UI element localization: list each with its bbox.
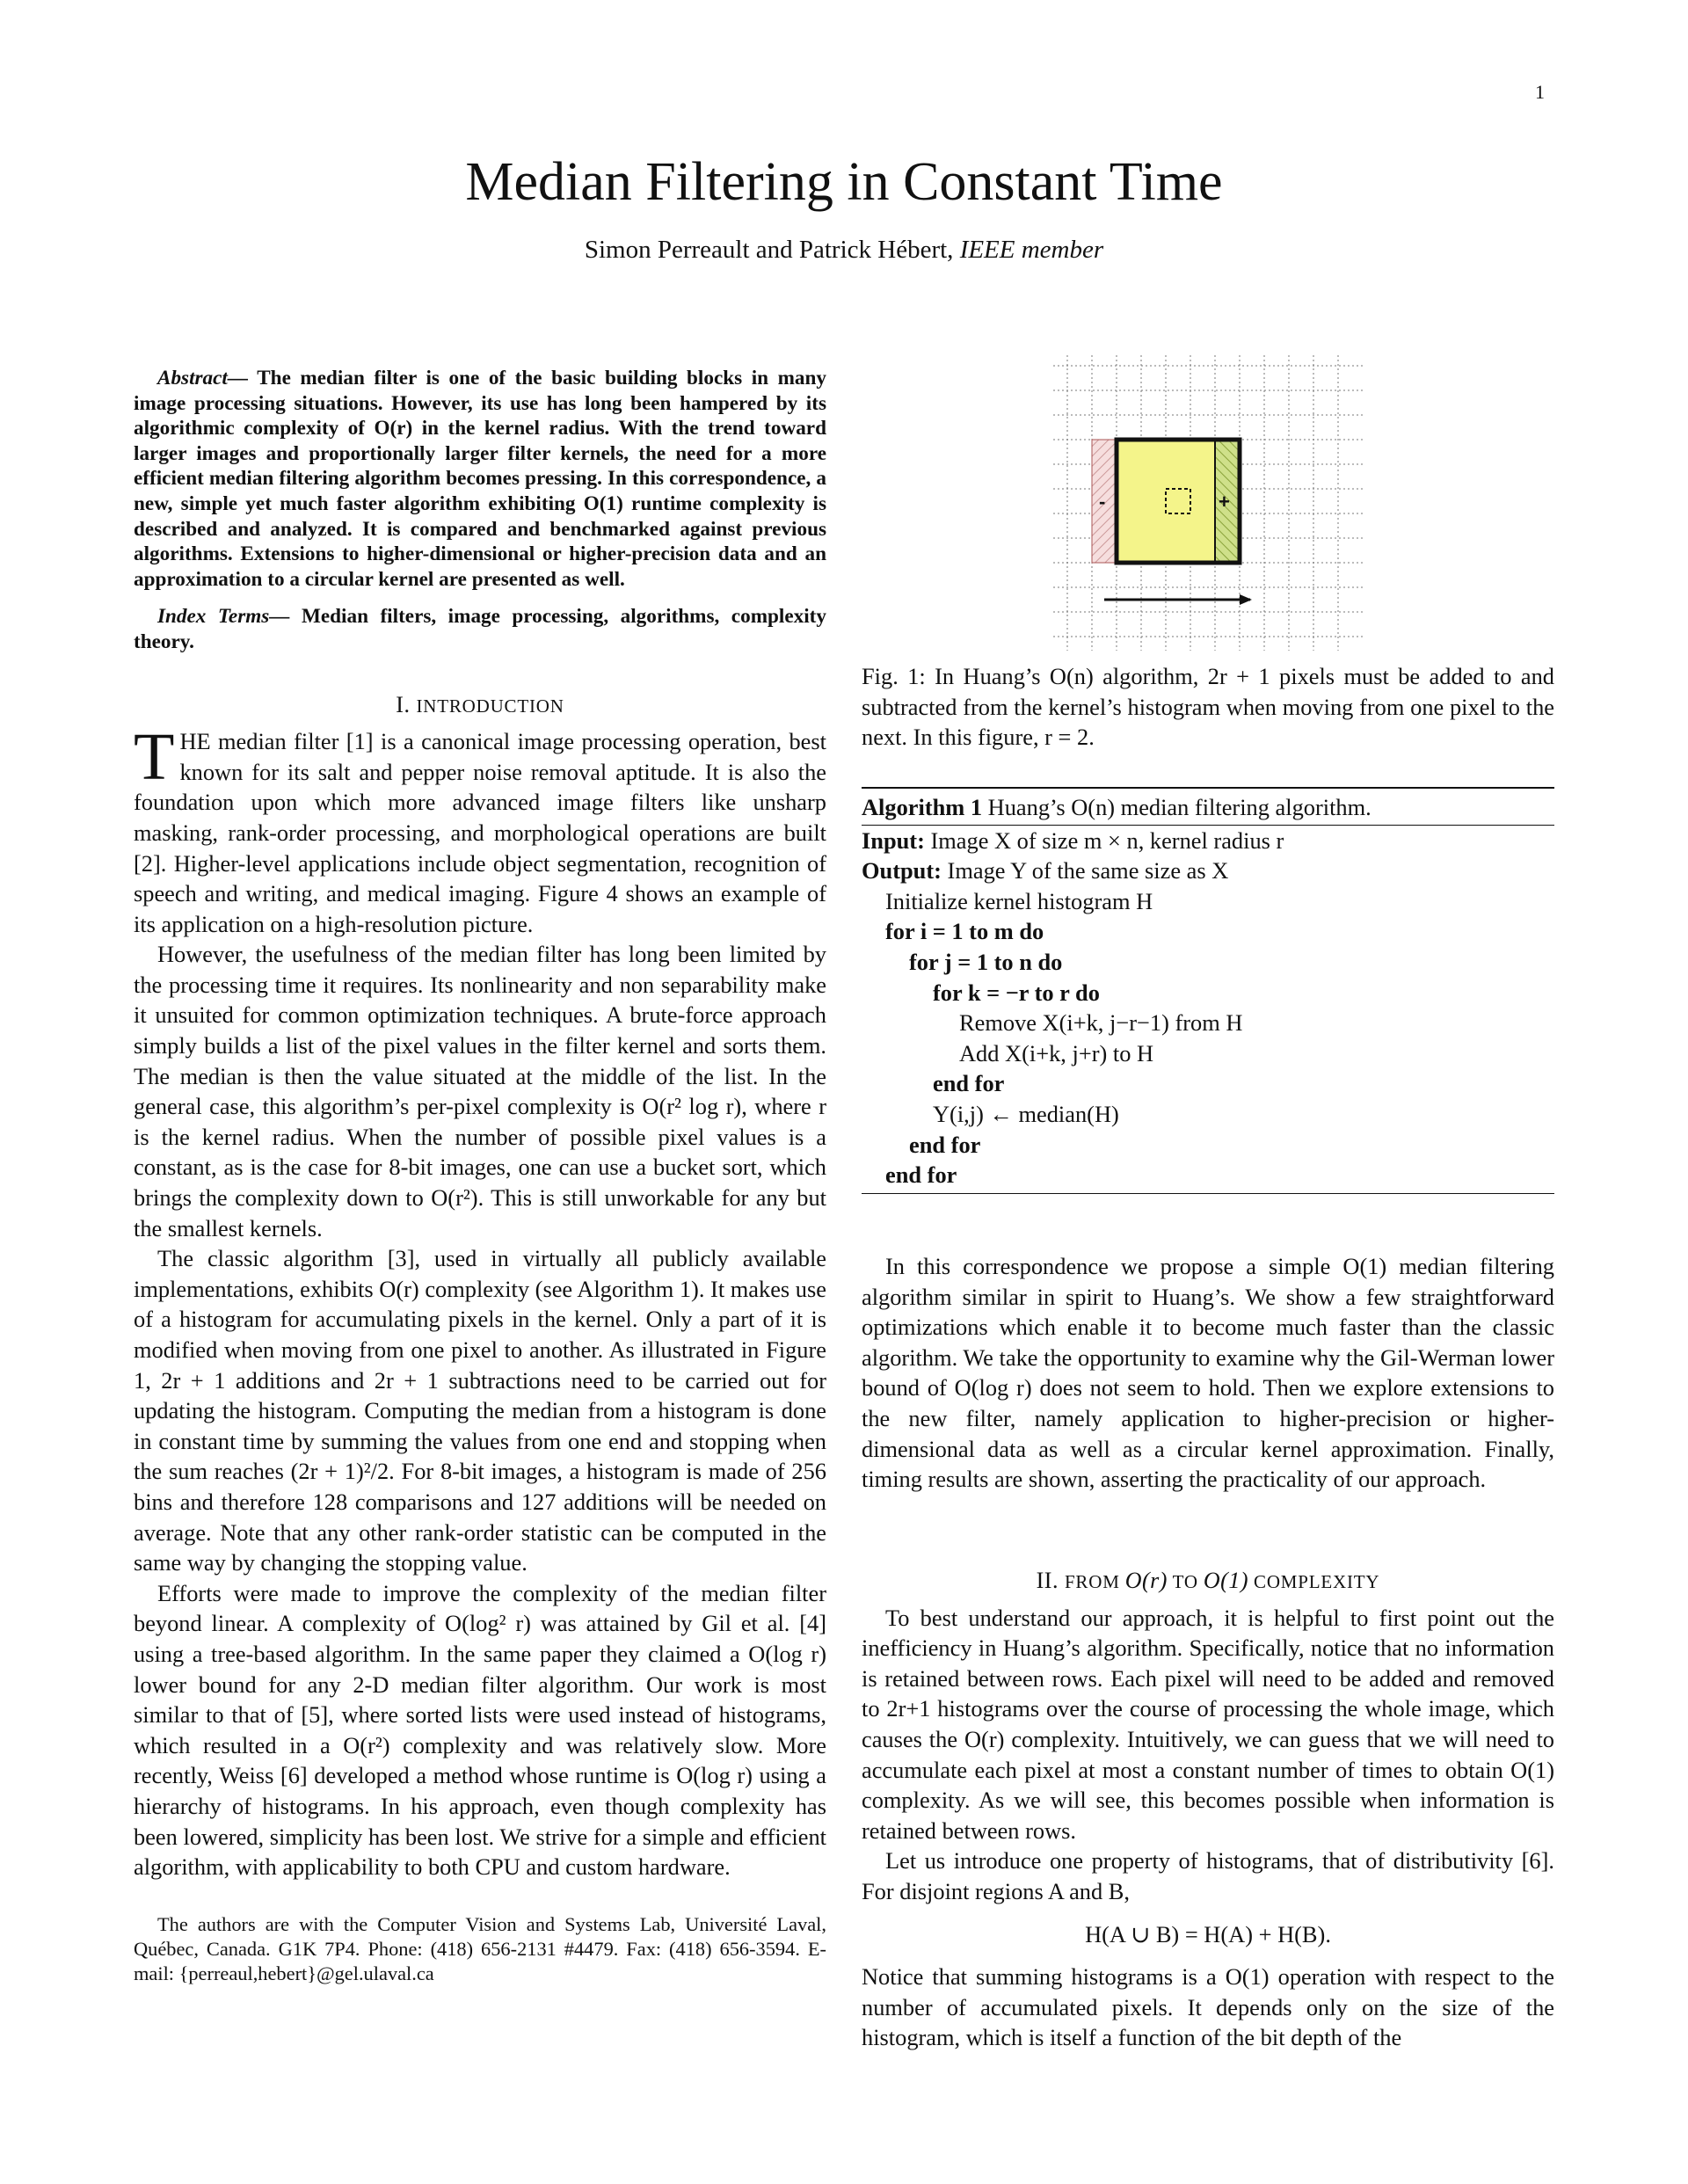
distributivity-equation: H(A ∪ B) = H(A) + H(B). (1085, 1920, 1331, 1947)
right-paragraph-1: In this correspondence we propose a simple O(1) median filtering algorithm similar in spirit to Huang’s. We show a few straightforward optimizations which enable it to become much faster than the classic algorithm. We take the opportunity to examine why the Gil-Werman lower bound of O(log r) does not seem to hold. Then we explore extensions to the new filter, namely application to higher-precision or higher-dimensional data as well as a circular kernel approximation. Finally, timing results are shown, asserting the practicality of our approach. (862, 1253, 1554, 1493)
output-label: Output: (862, 857, 942, 885)
section-2-paragraph-1: To best understand our approach, it is helpful to first point out the inefficiency in Huang’s algorithm. Specifically, notice that no information is retained between rows. Each pixel will need to be added and removed to 2r+1 histograms over the course of processing the whole image, which causes the O(r) complexity. Intuitively, we can guess that we will need to accumulate each pixel at most a constant number of times to obtain O(1) complexity. As we will see, this becomes possible when information is retained between rows. (862, 1604, 1554, 1844)
plus-sign: + (1219, 491, 1230, 513)
algorithm-title: Huang’s O(n) median filtering algorithm. (982, 794, 1372, 820)
intro-paragraph-2: However, the usefulness of the median filter has long been limited by the processing time it requires. Its nonlinearity and non separability make it unsuited for common optimization techniques. A brute-force approach simply builds a list of the pixel values in the filter kernel and sorts them. The median is then the value situated at the middle of the list. In the general case, this algorithm’s per-pixel complexity is O(r² log r), where r is the kernel radius. When the number of possible pixel values is a constant, as is the case for 8-bit images, one can use a bucket sort, which brings the complexity down to O(r²). This is still unworkable for any but the smallest kernels. (134, 941, 826, 1241)
minus-sign: - (1099, 491, 1106, 513)
algorithm-line: for j = 1 to n do (909, 948, 1063, 975)
algorithm-line: for i = 1 to m do (885, 918, 1044, 945)
section-title-mid: TO (1167, 1571, 1204, 1592)
left-column (134, 366, 826, 1986)
section-number: I. (396, 691, 411, 717)
footnote-text: The authors are with the Computer Vision and Systems Lab, Université Laval, Québec, Canada. G1K 7P4. Phone: (418) 656-2131 #4479. Fax: (418) 656-3594. E-mail: {perreaul,hebert}@gel.ulaval.ca (134, 1912, 826, 1984)
paper-title: Median Filtering in Constant Time (465, 152, 1223, 212)
right-column-section-2 (862, 1566, 1554, 2053)
algorithm-line: Initialize kernel histogram H (885, 887, 1153, 914)
algorithm-line: Add X(i+k, j+r) to H (959, 1039, 1154, 1067)
drop-cap: T (134, 720, 175, 795)
algorithm-line: end for (885, 1161, 957, 1189)
input-label: Input: (862, 826, 925, 854)
section-title-a: O(r) (1124, 1568, 1168, 1593)
section-title-post: COMPLEXITY (1248, 1571, 1380, 1592)
section-heading-complexity (862, 1566, 1554, 1598)
author-line (0, 236, 1688, 265)
algorithm-line: for k = −r to r do (933, 979, 1100, 1006)
section-2-paragraph-2: Let us introduce one property of histograms, that of distributivity [6]. For disjoint regions A and B, (862, 1847, 1554, 1904)
algorithm-1 (862, 787, 1554, 1194)
algorithm-header (862, 789, 1554, 823)
figure-1-caption: Fig. 1: In Huang’s O(n) algorithm, 2r + 1 pixels must be added to and subtracted from the kernel’s histogram when moving from one pixel to the next. In this figure, r = 2. (862, 663, 1554, 751)
output-text: Image Y of the same size as X (941, 857, 1229, 885)
abstract (134, 366, 826, 655)
intro-paragraph-1-text: HE median filter [1] is a canonical image processing operation, best known for its salt and pepper noise removal aptitude. It is also the foundation upon which more advanced image filters like unsharp masking, rank-order processing, and morphological operations are built [2]. Higher-level applications include object segmentation, recognition of speech and writing, and medical imaging. Figure 4 shows an example of its application on a high-resolution picture. (134, 728, 826, 937)
section-number: II. (1036, 1568, 1059, 1593)
algorithm-line: Y(i,j) ← median(H) (933, 1100, 1119, 1127)
author-footnote (134, 1912, 826, 1986)
input-text: Image X of size m × n, kernel radius r (924, 826, 1284, 854)
figure-1-diagram (1053, 355, 1364, 651)
section-heading-introduction (134, 690, 826, 722)
abstract-text: The median filter is one of the basic building blocks in many image processing situations. However, its use has long been hampered by its algorithmic complexity of O(r) in the kernel radius. With the trend toward larger images and proportionally larger filter kernels, the need for a more efficient median filtering algorithm becomes pressing. In this correspondence, a new, simple yet much faster algorithm exhibiting O(1) runtime complexity is described and analyzed. It is compared and benchmarked against previous algorithms. Extensions to higher-dimensional or higher-precision data and an approximation to a circular kernel are presented as well. (134, 367, 826, 591)
page-number: 1 (1535, 81, 1545, 103)
algorithm-line: end for (909, 1131, 981, 1158)
section-2-paragraph-3: Notice that summing histograms is a O(1) operation with respect to the number of accumulated pixels. It depends only on the size of the histogram, which is itself a function of the bit depth of the (862, 1963, 1554, 2051)
index-terms-text: Median filters, image processing, algorithms, complexity theory. (134, 605, 826, 653)
figure-1 (1053, 355, 1364, 651)
algorithm-input (862, 826, 1554, 856)
intro-paragraph-4: Efforts were made to improve the complexity of the median filter beyond linear. A complexity of O(log² r) was attained by Gil et al. [4] using a tree-based algorithm. In the same paper they claimed a O(log r) lower bound for any 2-D median filter algorithm. Our work is most similar to that of [5], where sorted lists were used instead of histograms, which resulted in a O(r²) complexity and was relatively slow. More recently, Weiss [6] developed a method whose runtime is O(log r) using a hierarchy of histograms. In his approach, even though complexity has been lowered, simplicity has been lost. We strive for a simple and efficient algorithm, with applicability to both CPU and custom hardware. (134, 1579, 826, 1881)
right-column-intro (862, 1251, 1554, 1495)
index-terms-lead: Index Terms— (157, 605, 290, 629)
author-names: Simon Perreault and Patrick Hébert, (584, 236, 954, 264)
algorithm-label: Algorithm 1 (862, 794, 983, 820)
algorithm-output (862, 855, 1554, 886)
author-role: IEEE member (959, 236, 1104, 264)
algorithm-line: Remove X(i+k, j−r−1) from H (959, 1009, 1243, 1037)
algorithm-line: end for (933, 1070, 1005, 1097)
algorithm-bottom-rule (862, 1193, 1554, 1194)
abstract-lead: Abstract— (157, 367, 249, 389)
intro-paragraph-1 (134, 720, 826, 939)
section-title-pre: FROM (1064, 1571, 1125, 1592)
section-title: INTRODUCTION (416, 695, 564, 717)
intro-paragraph-3: The classic algorithm [3], used in virtually all publicly available implementations, exhibits O(r) complexity (see Algorithm 1). It makes use of a histogram for accumulating pixels in the kernel. Only a part of it is modified when moving from one pixel to another. As illustrated in Figure 1, 2r + 1 additions and 2r + 1 subtractions need to be carried out for updating the histogram. Computing the median from a histogram is done in constant time by summing the values from one end and stopping when the sum reaches (2r + 1)²/2. For 8-bit images, a histogram is made of 256 bins and therefore 128 comparisons and 127 additions will be needed on average. Note that any other rank-order statistic can be computed in the same way by changing the stopping value. (134, 1245, 826, 1576)
section-title-b: O(1) (1203, 1568, 1248, 1593)
